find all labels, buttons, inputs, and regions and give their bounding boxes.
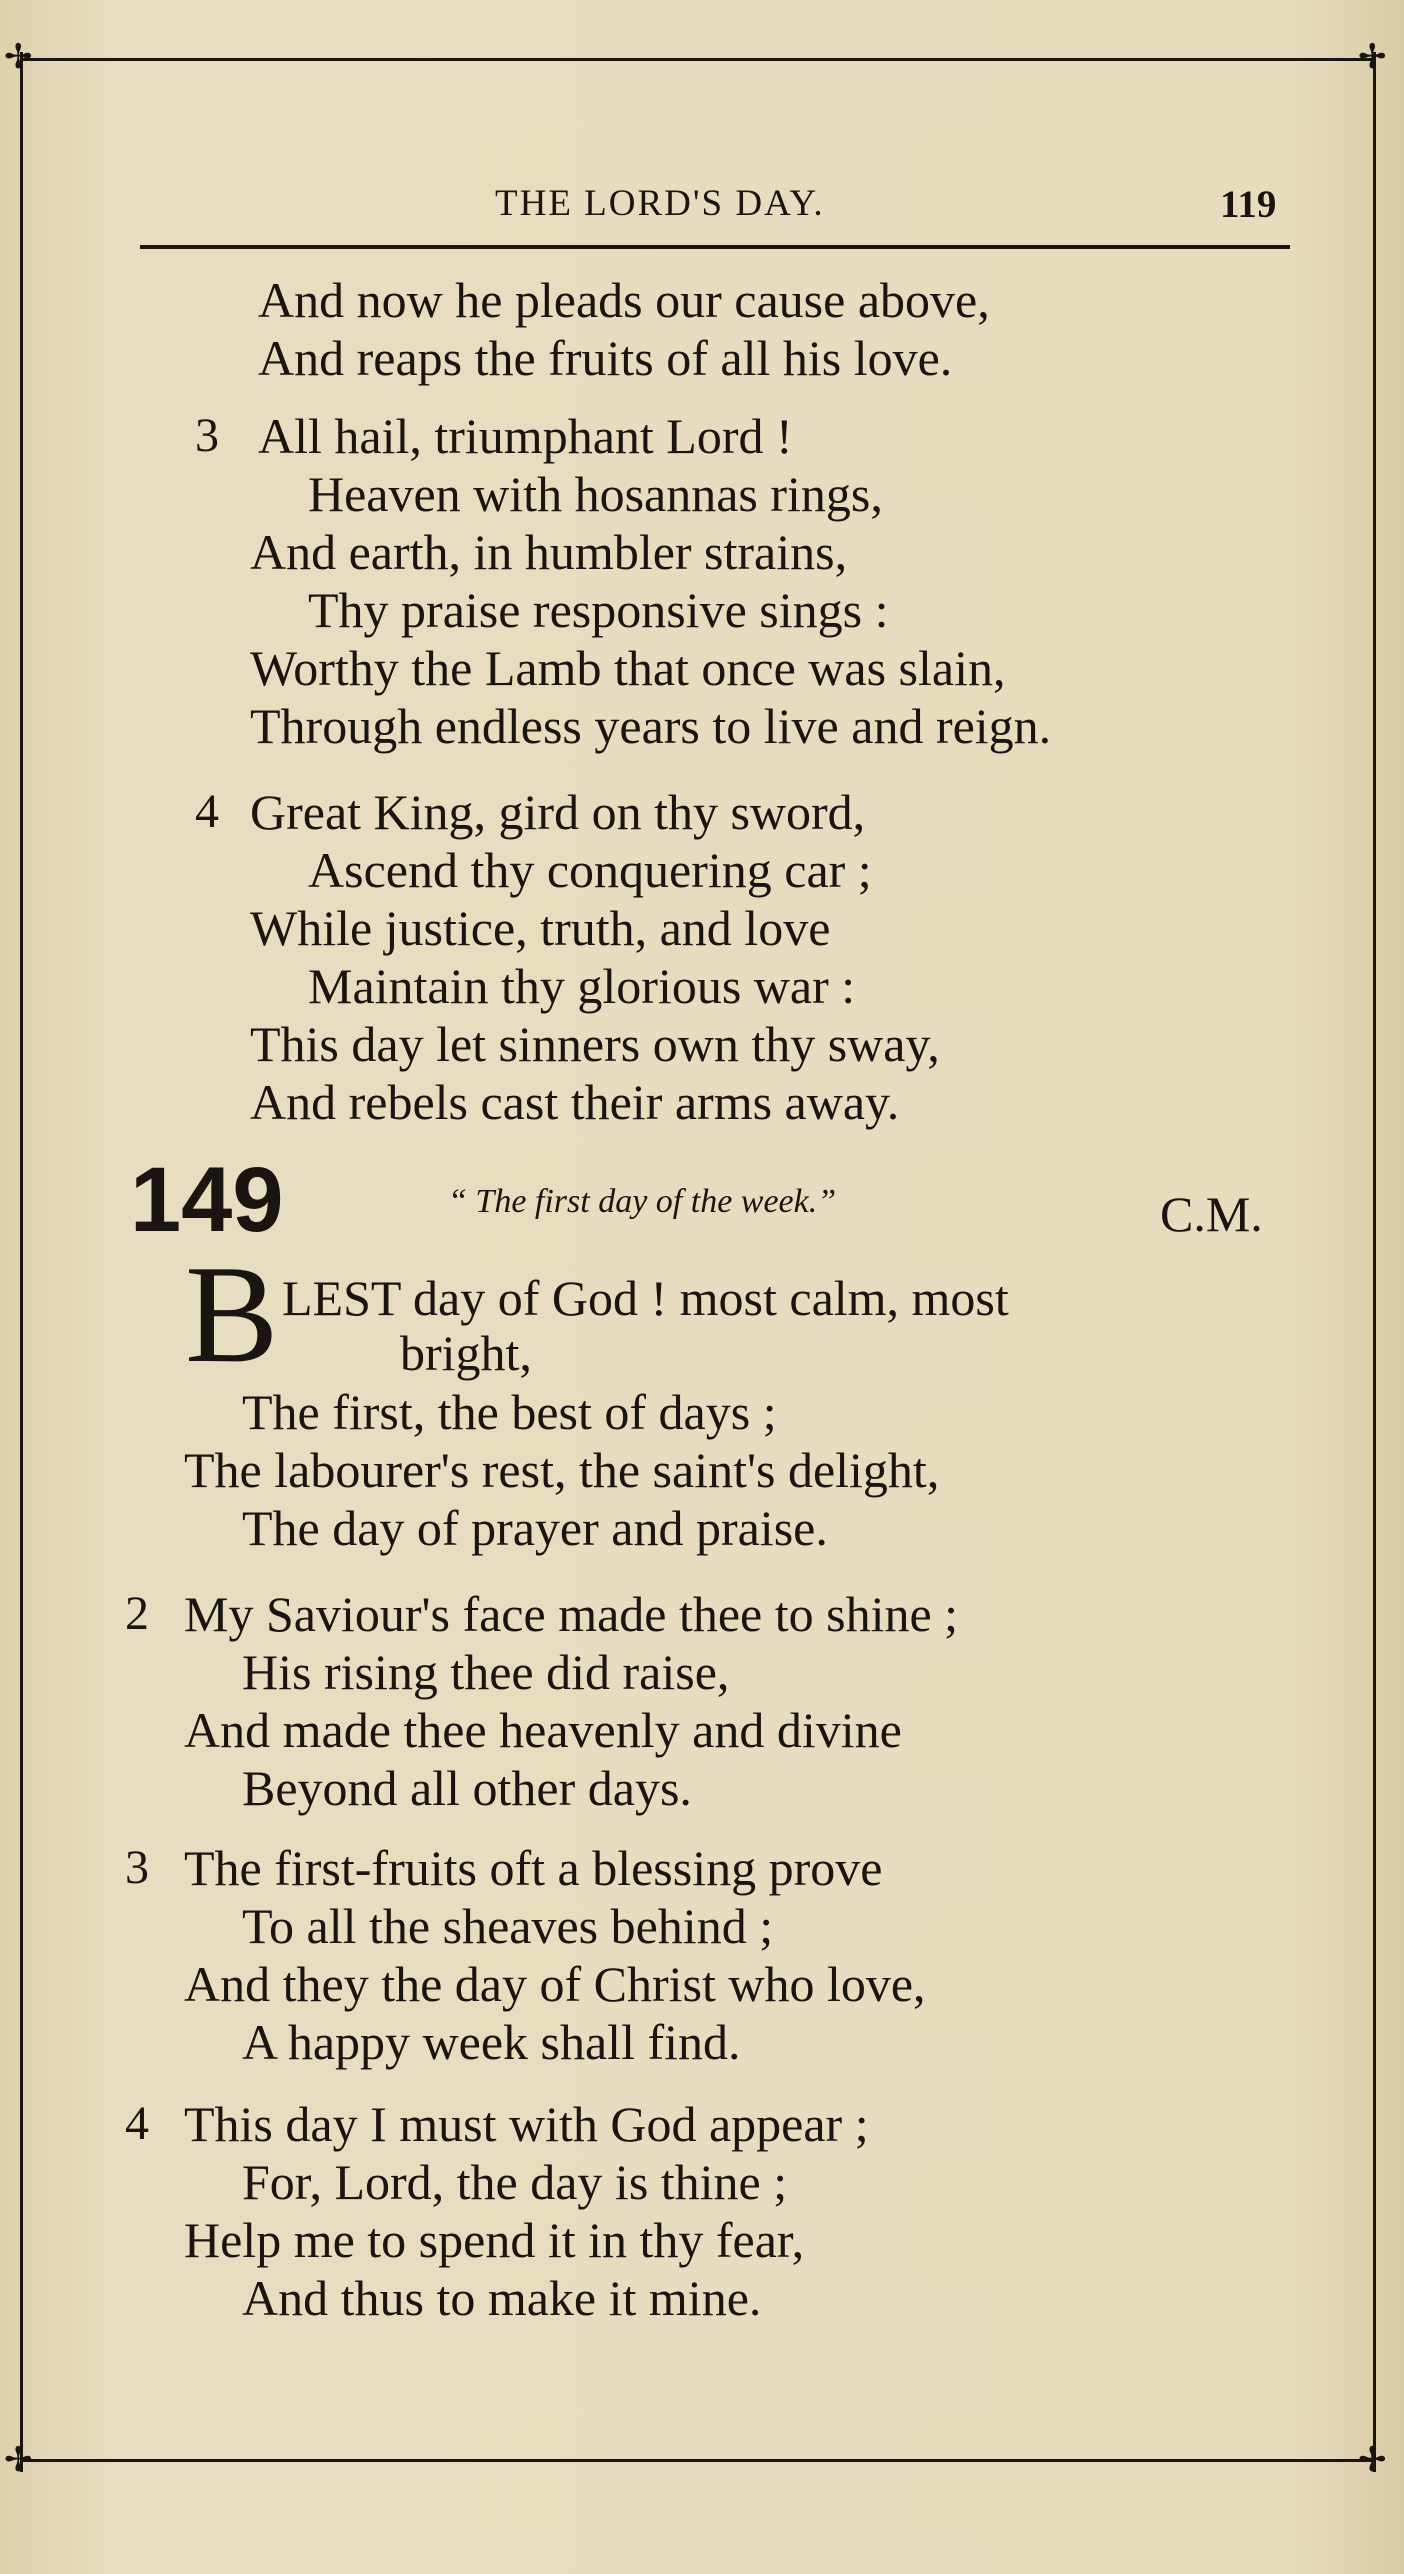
verse-line: The day of prayer and praise.: [242, 1500, 828, 1556]
verse-number: 4: [195, 785, 219, 838]
verse-line: While justice, truth, and love: [250, 900, 831, 956]
frame-top-rule: [22, 58, 1374, 61]
verse-line: A happy week shall find.: [242, 2014, 741, 2070]
verse-line: The first, the best of days ;: [242, 1384, 777, 1440]
verse-number: 3: [195, 409, 219, 462]
verse-number: 3: [125, 1841, 149, 1894]
verse-line: All hail, triumphant Lord !: [258, 408, 793, 464]
corner-ornament-icon: ✢: [1358, 37, 1387, 77]
hymn-title: “ The first day of the week.”: [448, 1183, 837, 1220]
page-number: 119: [1220, 183, 1277, 226]
verse-line: Worthy the Lamb that once was slain,: [250, 640, 1006, 696]
hymn-meter: C.M.: [1160, 1186, 1263, 1242]
verse-line: And now he pleads our cause above,: [258, 272, 990, 328]
verse-line: And earth, in humbler strains,: [250, 524, 848, 580]
verse-line: And they the day of Christ who love,: [184, 1956, 926, 2012]
verse-line: Heaven with hosannas rings,: [308, 466, 883, 522]
verse-line: Maintain thy glorious war :: [308, 958, 856, 1014]
verse-line: Ascend thy conquering car ;: [308, 842, 872, 898]
corner-ornament-icon: ✢: [4, 2440, 33, 2480]
corner-ornament-icon: ✢: [1358, 2440, 1387, 2480]
corner-ornament-icon: ✢: [4, 37, 33, 77]
page-title: THE LORD'S DAY.: [495, 183, 825, 224]
header-rule: [140, 245, 1290, 249]
verse-line: And made thee heavenly and divine: [184, 1702, 902, 1758]
verse-line: Through endless years to live and reign.: [250, 698, 1052, 754]
verse-line: To all the sheaves behind ;: [242, 1898, 774, 1954]
verse-line: Help me to spend it in thy fear,: [184, 2212, 805, 2268]
verse-line: This day let sinners own thy sway,: [250, 1016, 940, 1072]
verse-line: And thus to make it mine.: [242, 2270, 762, 2326]
verse-line: The labourer's rest, the saint's delight,: [184, 1442, 940, 1498]
verse-line: And reaps the fruits of all his love.: [258, 330, 953, 386]
verse-line: This day I must with God appear ;: [184, 2096, 869, 2152]
verse-line: LEST day of God ! most calm, most: [282, 1270, 1009, 1326]
verse-number: 4: [125, 2097, 149, 2150]
verse-line: His rising thee did raise,: [242, 1644, 730, 1700]
running-head: [0, 182, 1404, 232]
verse-line: bright,: [400, 1325, 532, 1381]
frame-left-rule: [20, 52, 23, 2472]
verse-number: 2: [125, 1587, 149, 1640]
verse-line: My Saviour's face made thee to shine ;: [184, 1586, 959, 1642]
verse-line: Thy praise responsive sings :: [308, 582, 889, 638]
drop-cap: B: [185, 1237, 279, 1392]
frame-bottom-rule: [22, 2459, 1374, 2462]
hymn-number: 149: [130, 1149, 284, 1251]
verse-line: For, Lord, the day is thine ;: [242, 2154, 788, 2210]
frame-right-rule: [1373, 52, 1376, 2472]
verse-line: And rebels cast their arms away.: [250, 1074, 900, 1130]
verse-line: Great King, gird on thy sword,: [250, 784, 866, 840]
verse-line: Beyond all other days.: [242, 1760, 692, 1816]
verse-line: The first-fruits oft a blessing prove: [184, 1840, 883, 1896]
